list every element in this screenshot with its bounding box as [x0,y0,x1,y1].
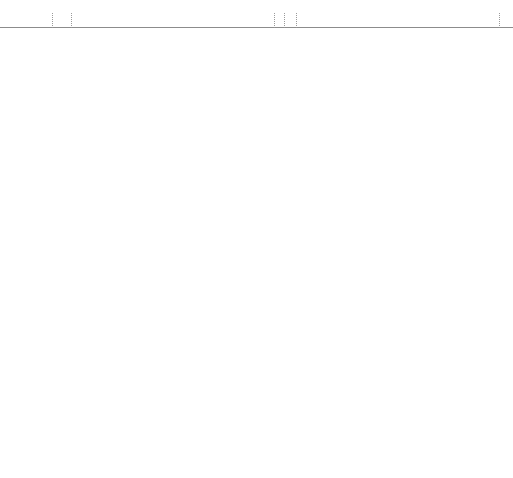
planned-route[interactable] [72,13,275,28]
route-row [0,13,513,28]
cell-empty[interactable] [0,13,53,28]
cell-empty[interactable] [285,13,297,28]
actual-route[interactable] [297,13,500,28]
cell-empty[interactable] [53,13,72,28]
tail-cell[interactable] [500,13,513,28]
gap-cell[interactable] [275,13,285,28]
